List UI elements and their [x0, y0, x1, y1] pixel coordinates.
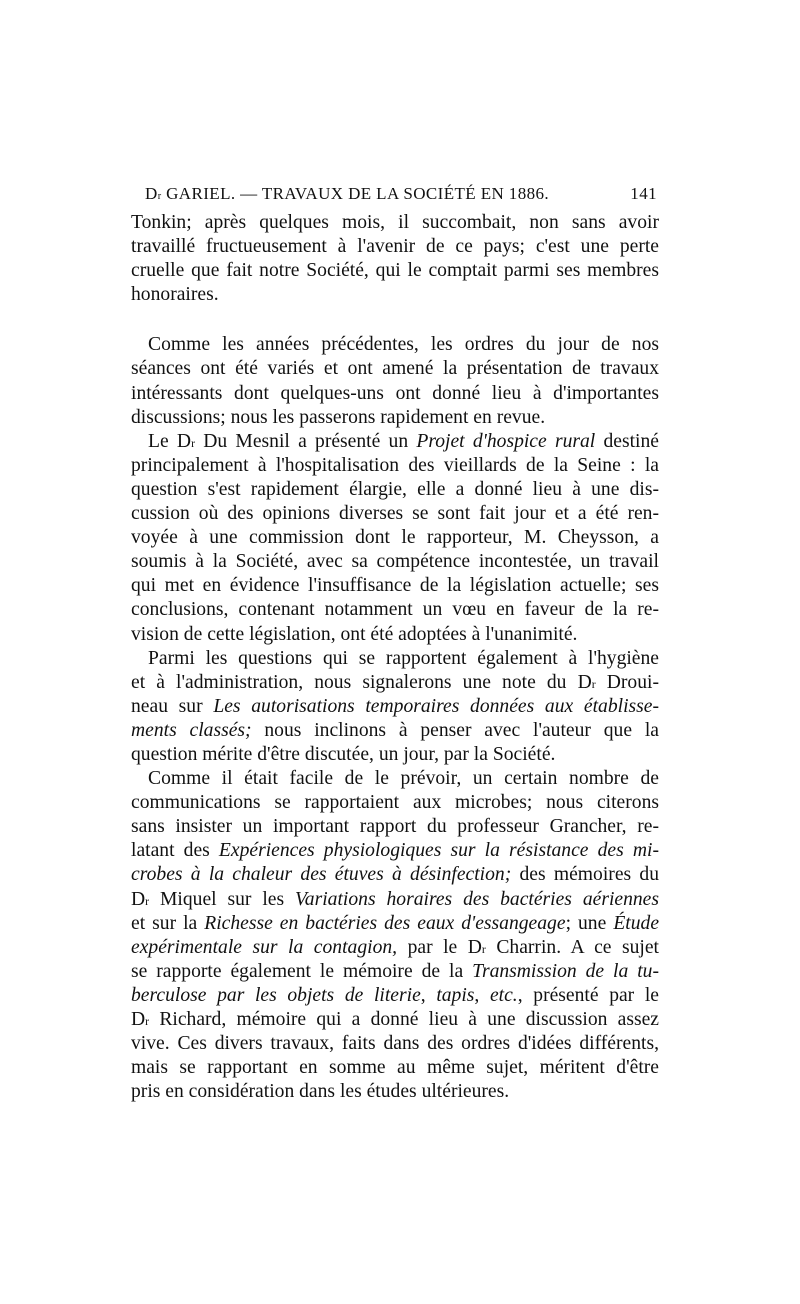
text-line: berculose par les objets de literie, tapis, etc., présenté par le [131, 984, 659, 1006]
paragraph-5 [131, 767, 659, 1104]
text-line: latant des Expériences physiologiques sur la résistance des mi- [131, 840, 660, 862]
text-line: ments classés; nous inclinons à penser avec l'auteur que la [131, 719, 659, 741]
text-line: $D^r$ Miquel sur les Variations horaires des bactéries aériennes [131, 888, 659, 910]
text-line: séances ont été variés et ont amené la présentation de travaux [131, 358, 659, 380]
text-line: sans insister un important rapport du professeur Grancher, re- [131, 816, 659, 838]
text-line: cussion où des opinions diverses se sont fait jour et a été ren- [131, 503, 659, 525]
text-line: discussions; nous les passerons rapidement en revue. [131, 406, 546, 428]
text-line: et sur la Richesse en bactéries des eaux d'essangeage; une Étude [131, 912, 660, 934]
running-head-title: $D^r$ GARIEL. — TRAVAUX DE LA SOCIÉTÉ EN 1886. [145, 184, 550, 203]
text-line: conclusions, contenant notamment un vœu en faveur de la re- [131, 599, 659, 621]
paragraph-4 [131, 647, 659, 767]
text-line: Le $D^r$ Du Mesnil a présenté un Projet d'hospice rural destiné [148, 430, 659, 452]
text-line: question s'est rapidement élargie, elle a donné lieu à une dis- [131, 478, 659, 500]
text-line: Comme il était facile de le prévoir, un certain nombre de [148, 768, 659, 790]
page-number: 141 [630, 184, 657, 203]
text-line: cruelle que fait notre Société, qui le comptait parmi ses membres [131, 260, 659, 282]
text-line: Parmi les questions qui se rapportent également à l'hygiène [148, 647, 659, 669]
text-line: vive. Ces divers travaux, faits dans des ordres d'idées différents, [131, 1033, 659, 1055]
text-line: crobes à la chaleur des étuves à désinfection; des mémoires du [131, 864, 659, 886]
text-line: communications se rapportaient aux microbes; nous citerons [131, 792, 659, 814]
text-line: expérimentale sur la contagion, par le $D^r$ Charrin. A ce sujet [131, 936, 659, 958]
text-line: principalement à l'hospitalisation des vieillards de la Seine : la [131, 454, 659, 476]
text-line: se rapporte également le mémoire de la Transmission de la tu- [131, 960, 659, 982]
text-line: honoraires. [131, 284, 219, 306]
text-line: soumis à la Société, avec sa compétence incontestée, un travail [131, 551, 659, 573]
text-line: Comme les années précédentes, les ordres du jour de nos [148, 334, 659, 356]
text-line: Tonkin; après quelques mois, il succombait, non sans avoir [131, 212, 659, 233]
body-text [131, 211, 659, 1104]
running-head [133, 184, 657, 210]
text-line: travaillé fructueusement à l'avenir de ce pays; c'est une perte [131, 236, 659, 258]
text-line: qui met en évidence l'insuffisance de la législation actuelle; ses [131, 575, 659, 597]
paragraph-2 [131, 333, 659, 429]
text-line: et à l'administration, nous signalerons une note du $D^r$ Droui- [131, 671, 659, 693]
text-line: voyée à une commission dont le rapporteur, M. Cheysson, a [131, 527, 659, 549]
text-line: question mérite d'être discutée, un jour, par la Société. [131, 743, 556, 765]
text-line: neau sur Les autorisations temporaires données aux établisse- [131, 695, 660, 717]
text-line: $D^r$ Richard, mémoire qui a donné lieu à une discussion assez [131, 1009, 659, 1030]
text-line: intéressants dont quelques-uns ont donné lieu à d'importantes [131, 382, 659, 404]
text-line: vision de cette législation, ont été adoptées à l'unanimité. [131, 623, 578, 645]
paragraph-1 [131, 211, 659, 307]
text-line: pris en considération dans les études ultérieures. [131, 1081, 510, 1103]
paragraph-3 [131, 430, 659, 647]
text-line: mais se rapportant en somme au même sujet, méritent d'être [131, 1057, 659, 1079]
